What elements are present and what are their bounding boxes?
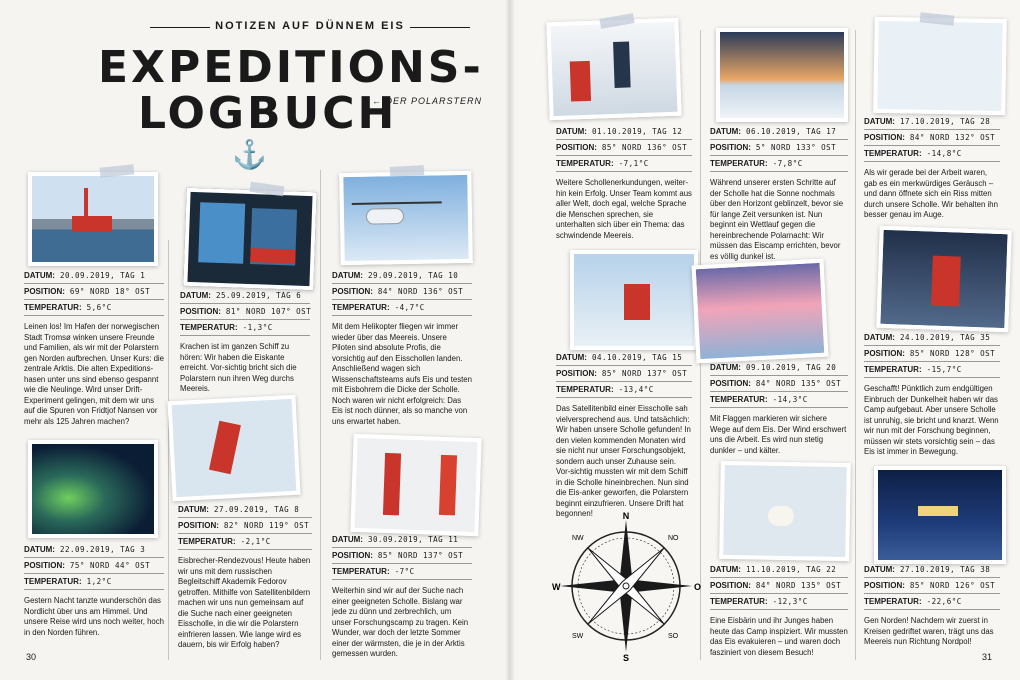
temperature-label: TEMPERATUR:	[864, 149, 922, 158]
entry-temp: -12,3°C	[772, 597, 808, 606]
entry-date: 11.10.2019, TAG 22	[745, 565, 837, 574]
position-label: POSITION:	[180, 307, 221, 316]
entry-position: 85° NORD 137° OST	[601, 369, 688, 378]
entry-text: Gen Norden! Nachdem wir zuerst in Kreisen gedriftet waren, trägt uns das Meereis nun Richtung Nordpol!	[864, 616, 994, 646]
entry-date: 22.09.2019, TAG 3	[59, 545, 146, 554]
position-label: POSITION:	[864, 133, 905, 142]
entry-text: Mit Flaggen markieren wir sichere Wege auf dem Eis. Der Wind erschwert uns die Arbeit. Es wird nun stetig dunkler – und kälter.	[710, 414, 847, 455]
entry-temp: -14,3°C	[772, 395, 808, 404]
temperature-label: TEMPERATUR:	[710, 159, 768, 168]
entry-text: Weitere Schollenerkundungen, weiter-hin kein Erfolg. Unser Team kommt aus aller Welt, doch egal, welche Sprache die Menschen sprechen, sie unterhalten sich über ein Thema: das schwindende Meereis.	[556, 178, 692, 240]
position-label: POSITION:	[24, 561, 65, 570]
position-label: POSITION:	[24, 287, 65, 296]
page-title-line1: EXPEDITIONS-	[98, 42, 484, 93]
entry-position: 81° NORD 107° OST	[225, 307, 312, 316]
entry-date: 27.10.2019, TAG 38	[899, 565, 991, 574]
position-label: POSITION:	[710, 143, 751, 152]
log-entry	[556, 124, 692, 241]
entry-temp: -14,8°C	[926, 149, 962, 158]
log-entry	[24, 268, 164, 427]
entry-temp: -1,3°C	[242, 323, 273, 332]
compass-no: NO	[668, 535, 679, 542]
entry-position: 69° NORD 18° OST	[69, 287, 151, 296]
photo-helicopter	[339, 171, 473, 265]
date-label: DATUM:	[24, 271, 55, 280]
entry-date: 24.10.2019, TAG 35	[899, 333, 991, 342]
column-divider	[855, 30, 856, 660]
log-entry	[710, 360, 848, 456]
entry-text: Gestern Nacht tanzte wunderschön das Nordlicht über uns am Himmel. Und unsere Reise wird uns noch weiter, hoch in den Norden führen.	[24, 596, 164, 637]
entry-date: 30.09.2019, TAG 11	[367, 535, 459, 544]
log-entry	[556, 350, 692, 520]
temperature-label: TEMPERATUR:	[710, 395, 768, 404]
temperature-label: TEMPERATUR:	[556, 385, 614, 394]
temperature-label: TEMPERATUR:	[864, 597, 922, 606]
date-label: DATUM:	[556, 353, 587, 362]
entry-text: Weiterhin sind wir auf der Suche nach einer geeigneten Scholle. Bislang war jede zu dünn und zerbrechlich, um unser Forschungscamp zu tragen. Kein Wunder, war doch der letzte Sommer einer der wärmsten, die je in der Arktis gemessen wurden.	[332, 586, 469, 658]
photo-ice-drilling	[350, 434, 481, 536]
entry-temp: -2,1°C	[240, 537, 271, 546]
page-title-line2: LOGBUCH	[138, 88, 398, 139]
log-entry	[180, 288, 310, 395]
entry-position: 82° NORD 119° OST	[223, 521, 310, 530]
entry-position: 85° NORD 128° OST	[909, 349, 996, 358]
entry-temp: 1,2°C	[86, 577, 112, 586]
kicker-heading: NOTIZEN AUF DÜNNEM EIS	[150, 20, 470, 32]
photo-scientists-ice	[546, 18, 681, 121]
entry-text: Eisbrecher-Rendezvous! Heute haben wir uns mit dem russischen Begleitschiff Akademik Fedorov getroffen. Mithilfe von Satellitenbildern machen wir uns nun gemeinsam auf die Suche nach einer geeigneten Eisscholle, in die wir die Polarstern einfrieren lassen. Wie lange wird es dauern, bis wir Erfolg haben?	[178, 556, 311, 649]
page-number-right: 31	[982, 652, 993, 662]
compass-so: SO	[668, 633, 679, 640]
entry-position: 84° NORD 132° OST	[909, 133, 996, 142]
entry-position: 85° NORD 136° OST	[601, 143, 688, 152]
entry-text: Geschafft! Pünktlich zum endgültigen Einbruch der Dunkelheit haben wir das Camp aufgebaut. Aber unsere Scholle ist unruhig, sie bricht und knarzt. Wenn wir nun mit der Forschung beginnen, müssen wir stets vorsichtig sein – das Eis ist immer in Bewegung.	[864, 384, 999, 456]
entry-text: Das Satellitenbild einer Eisscholle sah vielversprechend aus. Und tatsächlich: Wir haben unsere Scholle gefunden! In den vielen kommenden Monaten wird sie nicht nur unser Forschungsobjekt, sondern auch unser Zuhause sein. Vor-sichtig mussten wir mit dem Schiff in die Scholle hineinbrechen. Nun sind die Eis-anker geworfen, die Polarstern beginnt einzufrieren. Unsere Drift hat begonnen!	[556, 404, 691, 518]
page-number-left: 30	[26, 652, 37, 662]
tape-strip	[390, 165, 424, 177]
position-label: POSITION:	[332, 551, 373, 560]
temperature-label: TEMPERATUR:	[24, 577, 82, 586]
date-label: DATUM:	[864, 333, 895, 342]
date-label: DATUM:	[556, 127, 587, 136]
entry-temp: -13,4°C	[618, 385, 654, 394]
date-label: DATUM:	[332, 271, 363, 280]
date-label: DATUM:	[178, 505, 209, 514]
date-label: DATUM:	[332, 535, 363, 544]
log-entry	[24, 542, 164, 638]
entry-temp: -7,1°C	[618, 159, 649, 168]
date-label: DATUM:	[24, 545, 55, 554]
temperature-label: TEMPERATUR:	[178, 537, 236, 546]
entry-temp: -7°C	[394, 567, 415, 576]
entry-temp: -7,8°C	[772, 159, 803, 168]
entry-temp: -22,6°C	[926, 597, 962, 606]
book-gutter	[505, 0, 515, 680]
temperature-label: TEMPERATUR:	[710, 597, 768, 606]
date-label: DATUM:	[864, 117, 895, 126]
entry-text: Als wir gerade bei der Arbeit waren, gab es ein merkwürdiges Geräusch – und dann öffnete sich ein Riss mitten durch unsere Scholle. Wir behalten ihn besser genau im Auge.	[864, 168, 998, 219]
compass-rose-icon	[548, 510, 704, 662]
entry-date: 25.09.2019, TAG 6	[215, 291, 302, 300]
position-label: POSITION:	[556, 369, 597, 378]
entry-date: 27.09.2019, TAG 8	[213, 505, 300, 514]
entry-temp: -15,7°C	[926, 365, 962, 374]
entry-position: 5° NORD 133° OST	[755, 143, 837, 152]
entry-position: 84° NORD 135° OST	[755, 581, 842, 590]
temperature-label: TEMPERATUR:	[180, 323, 238, 332]
compass-n: N	[622, 511, 630, 521]
entry-position: 84° NORD 136° OST	[377, 287, 464, 296]
position-label: POSITION:	[556, 143, 597, 152]
entry-temp: 5,6°C	[86, 303, 112, 312]
log-entry	[864, 114, 1000, 221]
photo-northern-lights	[28, 440, 158, 538]
compass-s: S	[622, 653, 630, 662]
photo-harbor-ship	[28, 172, 158, 266]
position-label: POSITION:	[710, 581, 751, 590]
compass-w: W	[552, 582, 561, 592]
entry-position: 85° NORD 126° OST	[909, 581, 996, 590]
anchor-icon: ⚓	[232, 139, 267, 170]
log-entry	[864, 562, 1000, 648]
position-label: POSITION:	[864, 581, 905, 590]
photo-ice-crack	[873, 17, 1007, 115]
log-entry	[178, 502, 312, 651]
position-label: POSITION:	[332, 287, 373, 296]
temperature-label: TEMPERATUR:	[24, 303, 82, 312]
entry-text: Während unserer ersten Schritte auf der Scholle hat die Sonne nochmals über den Horizont geblinzelt, bevor sie für lange Zeit versunken ist. Nun beginnt ein Wettlauf gegen die hereinbrechende Polarnacht: Wir müssen das Eiscamp errichten, bevor es völlig dunkel ist.	[710, 178, 844, 261]
entry-date: 04.10.2019, TAG 15	[591, 353, 683, 362]
date-label: DATUM:	[180, 291, 211, 300]
photo-ship-window	[183, 188, 316, 290]
temperature-label: TEMPERATUR:	[332, 303, 390, 312]
log-entry	[332, 532, 472, 660]
entry-text: Leinen los! Im Hafen der norwegischen Stadt Tromsø winken unsere Freunde und Familien, als wir mit der Polarstern gen Norden aufbrechen. Unser Kurs: die zentrale Arktis. Die alten Expeditions-hasen unter uns sind ebenso gespannt wie die Neulinge. Wird unser Drift-Experiment gelingen, mit dem wir uns auf die Spuren von Fridtjof Nansen vor mehr als 125 Jahren machen?	[24, 322, 164, 426]
position-label: POSITION:	[710, 379, 751, 388]
entry-text: Eine Eisbärin und ihr Junges haben heute das Camp inspiziert. Wir mussten das Eis evakuieren – und waren doch fasziniert von diesem Besuch!	[710, 616, 848, 657]
log-entry	[864, 330, 1000, 458]
entry-temp: -4,7°C	[394, 303, 425, 312]
entry-position: 85° NORD 137° OST	[377, 551, 464, 560]
column-divider	[320, 170, 321, 660]
date-label: DATUM:	[710, 565, 741, 574]
entry-position: 75° NORD 44° OST	[69, 561, 151, 570]
photo-sunset-ice	[716, 28, 848, 122]
compass-o: O	[694, 582, 702, 592]
entry-date: 01.10.2019, TAG 12	[591, 127, 683, 136]
entry-date: 20.09.2019, TAG 1	[59, 271, 146, 280]
photo-polarstern-floe	[570, 250, 698, 350]
entry-position: 84° NORD 135° OST	[755, 379, 842, 388]
compass-sw: SW	[572, 633, 584, 640]
ship-note: ← DER POLARSTERN	[372, 96, 483, 106]
entry-text: Mit dem Helikopter fliegen wir immer wieder über das Meereis. Unsere Piloten sind absolute Profis, die vorsichtig auf den Eisschollen landen. Anschließend wagen sich Wissenschaftsteams aufs Eis und testen mit Eisbohrern die Dicke der Scholle. Noch waren wir nicht erfolgreich: Das Eis ist noch dünner, als so manche von uns erwartet haben.	[332, 322, 472, 426]
temperature-label: TEMPERATUR:	[556, 159, 614, 168]
date-label: DATUM:	[864, 565, 895, 574]
photo-polar-bear	[719, 461, 851, 561]
photo-ship-pink-sky	[692, 259, 829, 364]
compass-nw: NW	[572, 535, 584, 542]
entry-date: 29.09.2019, TAG 10	[367, 271, 459, 280]
entry-date: 06.10.2019, TAG 17	[745, 127, 837, 136]
entry-date: 09.10.2019, TAG 20	[745, 363, 837, 372]
position-label: POSITION:	[864, 349, 905, 358]
photo-scientist-headlamp	[876, 226, 1011, 333]
log-entry	[710, 562, 848, 658]
photo-ship-at-night	[874, 466, 1006, 564]
temperature-label: TEMPERATUR:	[864, 365, 922, 374]
photo-satellite-ship	[167, 395, 300, 502]
date-label: DATUM:	[710, 363, 741, 372]
log-entry	[332, 268, 472, 427]
column-divider	[168, 240, 169, 660]
entry-date: 17.10.2019, TAG 28	[899, 117, 991, 126]
position-label: POSITION:	[178, 521, 219, 530]
log-entry	[710, 124, 848, 262]
entry-text: Krachen ist im ganzen Schiff zu hören: Wir haben die Eiskante erreicht. Vor-sichtig bricht sich die Polarstern nun ihren Weg durchs Meereis.	[180, 342, 297, 393]
date-label: DATUM:	[710, 127, 741, 136]
temperature-label: TEMPERATUR:	[332, 567, 390, 576]
